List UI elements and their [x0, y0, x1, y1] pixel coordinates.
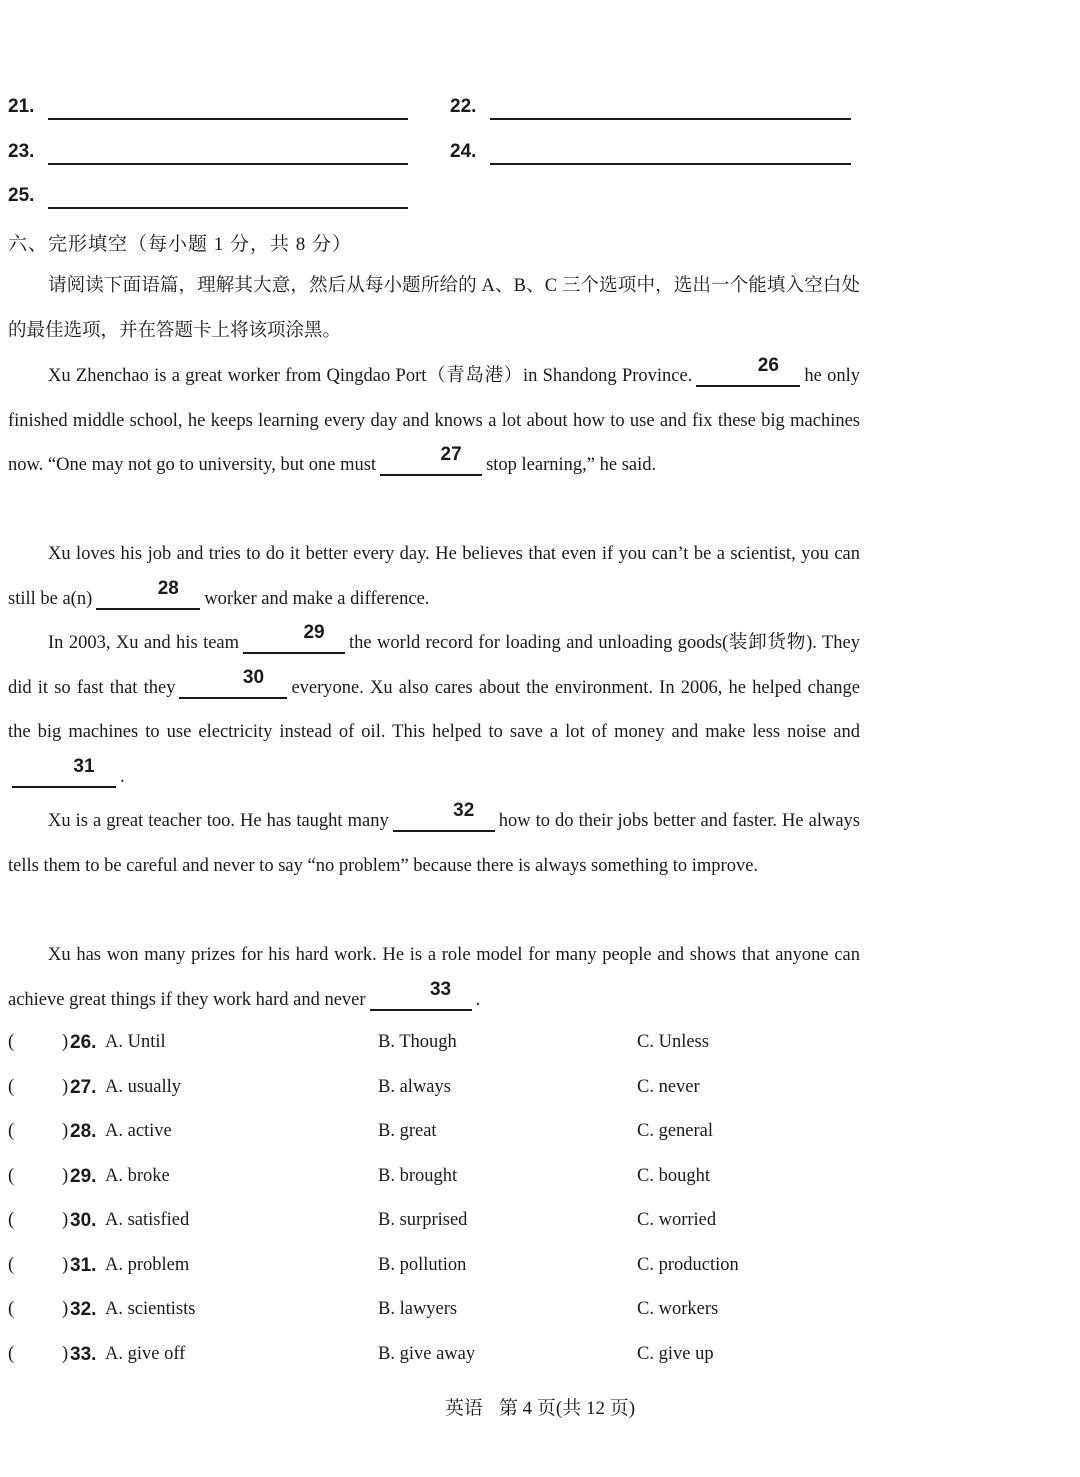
passage-text: stop learning,” he said. [486, 455, 657, 476]
blank-31[interactable]: 31 [12, 762, 116, 788]
question-number: 27. [70, 1077, 97, 1098]
passage-paragraph-5 [8, 933, 860, 1022]
answer-paren-close: ) [62, 1255, 69, 1275]
answer-underline [48, 207, 408, 209]
option-c[interactable]: C. never [637, 1077, 700, 1097]
answer-label: 24. [450, 141, 477, 162]
passage-text: . [475, 989, 481, 1010]
option-a[interactable]: A. give off [105, 1344, 186, 1364]
option-b[interactable]: B. brought [378, 1166, 458, 1186]
option-c[interactable]: C. give up [637, 1344, 714, 1364]
option-c[interactable]: C. worried [637, 1210, 717, 1230]
question-26[interactable] [8, 1032, 868, 1062]
question-29[interactable] [8, 1166, 868, 1196]
question-number: 33. [70, 1344, 97, 1365]
option-b[interactable]: B. surprised [378, 1210, 468, 1230]
option-b[interactable]: B. give away [378, 1344, 476, 1364]
answer-paren-open: ( [8, 1121, 15, 1141]
option-b[interactable]: B. always [378, 1077, 451, 1097]
question-27[interactable] [8, 1077, 868, 1107]
answer-paren-close: ) [62, 1210, 69, 1230]
passage-text: Xu Zhenchao is a great worker from Qingdao Port（青岛港）in Shandong Province. [48, 366, 693, 386]
passage-text: the world record for loading and unloading goods(装卸货物). They did it so fast that they [8, 633, 861, 698]
blank-29[interactable]: 29 [243, 628, 345, 654]
answer-underline [48, 163, 408, 165]
option-b[interactable]: B. great [378, 1121, 437, 1141]
answer-paren-close: ) [62, 1121, 69, 1141]
passage-text: he only finished middle school, he keeps learning every day and knows a lot about how to use and fix these big machines now. “One may not go to university, but one must [8, 366, 860, 476]
blank-33[interactable]: 33 [370, 985, 472, 1011]
option-c[interactable]: C. bought [637, 1166, 710, 1186]
option-b[interactable]: B. Though [378, 1032, 457, 1052]
blank-30[interactable]: 30 [179, 673, 287, 699]
question-number: 26. [70, 1032, 97, 1053]
section-title: 六、完形填空（每小题 1 分，共 8 分） [8, 234, 353, 255]
option-c[interactable]: C. Unless [637, 1032, 709, 1052]
answer-label: 22. [450, 96, 477, 117]
answer-underline [490, 118, 851, 120]
question-33[interactable] [8, 1344, 868, 1374]
answer-underline [490, 163, 851, 165]
blank-27[interactable]: 27 [380, 450, 482, 476]
answer-line-25[interactable] [8, 185, 410, 215]
passage-text: everyone. Xu also cares about the environment. In 2006, he helped change the big machines to use electricity instead of oil. This helped to save a lot of money and make less noise and [8, 677, 860, 743]
passage-text: Xu is a great teacher too. He has taught many [48, 811, 389, 831]
answer-line-22[interactable] [450, 96, 852, 126]
passage-text: worker and make a difference. [204, 588, 430, 609]
footer-page-number: 第 4 页(共 12 页) [498, 1398, 636, 1419]
passage-paragraph-2 [8, 532, 860, 621]
passage-text: In 2003, Xu and his team [48, 633, 240, 653]
answer-line-21[interactable] [8, 96, 410, 126]
question-30[interactable] [8, 1210, 868, 1240]
answer-line-24[interactable] [450, 141, 852, 171]
passage-text: . [120, 766, 125, 787]
passage-paragraph-4 [8, 799, 860, 888]
option-a[interactable]: A. Until [105, 1032, 166, 1052]
option-c[interactable]: C. workers [637, 1299, 719, 1319]
answer-underline [48, 118, 408, 120]
question-31[interactable] [8, 1255, 868, 1285]
question-number: 31. [70, 1255, 97, 1276]
passage-text: Xu loves his job and tries to do it better every day. He believes that even if you can’t be a scientist, you can still be a(n) [8, 544, 860, 609]
option-a[interactable]: A. problem [105, 1255, 190, 1275]
passage-paragraph-1 [8, 354, 860, 488]
page-footer [0, 1393, 1080, 1420]
answer-paren-open: ( [8, 1210, 15, 1230]
option-b[interactable]: B. pollution [378, 1255, 467, 1275]
question-32[interactable] [8, 1299, 868, 1329]
answer-paren-close: ) [62, 1344, 69, 1364]
answer-paren-close: ) [62, 1032, 69, 1052]
question-28[interactable] [8, 1121, 868, 1151]
answer-paren-open: ( [8, 1166, 15, 1186]
passage-text: Xu has won many prizes for his hard work. He is a role model for many people and shows that anyone can achieve great things if they work hard and never [8, 945, 860, 1010]
answer-paren-open: ( [8, 1077, 15, 1097]
answer-paren-open: ( [8, 1299, 15, 1319]
blank-28[interactable]: 28 [96, 584, 200, 610]
option-c[interactable]: C. production [637, 1255, 739, 1275]
question-number: 28. [70, 1121, 97, 1142]
answer-paren-close: ) [62, 1166, 69, 1186]
question-number: 29. [70, 1166, 97, 1187]
answer-paren-open: ( [8, 1255, 15, 1275]
option-a[interactable]: A. usually [105, 1077, 182, 1097]
footer-subject: 英语 [444, 1398, 483, 1419]
option-c[interactable]: C. general [637, 1121, 714, 1141]
passage-paragraph-3 [8, 621, 860, 799]
answer-label: 25. [8, 185, 35, 206]
answer-line-23[interactable] [8, 141, 410, 171]
answer-paren-open: ( [8, 1344, 15, 1364]
option-b[interactable]: B. lawyers [378, 1299, 458, 1319]
answer-paren-open: ( [8, 1032, 15, 1052]
blank-32[interactable]: 32 [393, 806, 495, 832]
answer-paren-close: ) [62, 1077, 69, 1097]
section-instruction: 请阅读下面语篇，理解其大意，然后从每小题所给的 A、B、C 三个选项中，选出一个能填入空白处的最佳选项，并在答题卡上将该项涂黑。 [8, 276, 860, 341]
question-number: 32. [70, 1299, 97, 1320]
blank-26[interactable]: 26 [696, 361, 800, 387]
option-a[interactable]: A. active [105, 1121, 172, 1141]
passage-text: how to do their jobs better and faster. He always tells them to be careful and never to say “no problem” because there is always something to improve. [8, 811, 861, 876]
question-number: 30. [70, 1210, 97, 1231]
option-a[interactable]: A. scientists [105, 1299, 196, 1319]
option-a[interactable]: A. satisfied [105, 1210, 190, 1230]
answer-label: 23. [8, 141, 35, 162]
option-a[interactable]: A. broke [105, 1166, 170, 1186]
answer-label: 21. [8, 96, 35, 117]
answer-paren-close: ) [62, 1299, 69, 1319]
